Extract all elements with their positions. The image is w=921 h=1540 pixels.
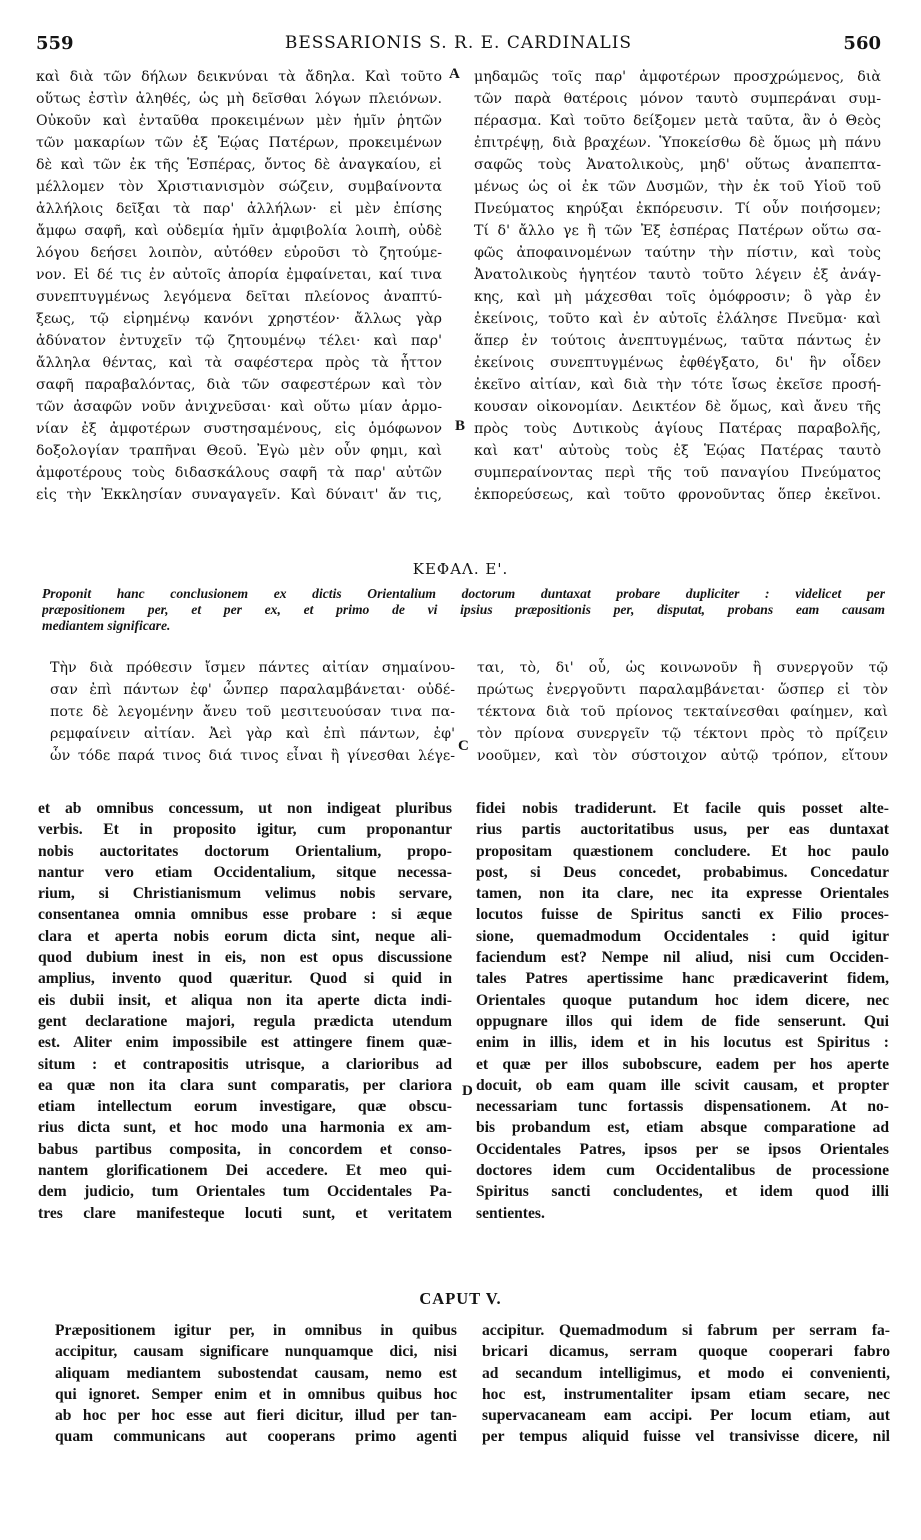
chapter-summary: [42, 586, 885, 634]
text-line: docuit, ob eam quam ille scivit causam, et propter: [476, 1076, 889, 1094]
text-line: φῶς ἀποφαινομένων ταύτην τὴν πίστιν, καὶ τοὺς: [474, 245, 881, 261]
greek-top-left-column: [36, 66, 442, 506]
text-line: ἀμφοτέρους τοὺς διδασκάλους σαφῆ τὰ παρ' αὐτῶν: [36, 465, 442, 481]
margin-letter-c: C: [458, 738, 469, 754]
text-line: bricari dicamus, serram quoque cooperari fabro: [482, 1343, 890, 1361]
text-line: locutos fuisse de Spiritus sancti ex Filio proces-: [476, 906, 889, 924]
text-line: σαφῆ παραβαλόντας, διὰ τῶν σαφεστέρων καὶ τὸν: [36, 377, 442, 393]
text-line: post, si Deus concedet, probabimus. Concedatur: [476, 863, 889, 881]
text-line: δὲ καὶ τῶν ἐκ τῆς Ἑσπέρας, ὄντος δὲ ἀναγκαίου, εἰ: [36, 157, 442, 173]
text-line: accipitur. Quemadmodum si fabrum per serram fa-: [482, 1322, 890, 1339]
text-line: καὶ κατ' αὐτοὺς τοὺς ἐξ Ἑῴας Πατέρας ταυτὸ: [474, 443, 881, 459]
text-line: tamen, non ita clare, nec ita expresse Orientales: [476, 885, 889, 903]
text-line: ἐκπορεύσεως, καὶ τοῦτο φρονοῦντας ὅπερ ἐκεῖνοι.: [474, 487, 881, 503]
text-line: doctores idem cum Occidentalibus de processione: [476, 1162, 889, 1180]
text-line: νίαν ἐξ ἀμφοτέρων συστησαμένους, εἰς ὁμόφωνον: [36, 421, 442, 437]
text-line: hoc est, instrumentaliter ipsam etiam secare, nec: [482, 1385, 890, 1403]
text-line: propositam quæstionem concludere. Et hoc paulo: [476, 842, 889, 860]
text-line: tales Patres apertissime hanc prædicaverint fidem,: [476, 970, 889, 988]
text-line: aliquam mediantem subostendat causam, nemo est: [55, 1364, 457, 1382]
text-line: δοξολογίαν τραπῆναι Θεοῦ. Ἐγὼ μὲν οὖν φημι, καὶ: [36, 443, 442, 459]
kephalaion-heading: ΚΕΦΑΛ. Ε'.: [412, 560, 509, 578]
text-line: gent declaratione majori, regula prædicta utendum: [38, 1012, 452, 1030]
text-line: quam communicans aut cooperans primo agenti: [55, 1428, 457, 1446]
text-line: μηδαμῶς τοῖς παρ' ἀμφοτέρων προσχρώμενος, διὰ: [474, 69, 881, 85]
text-line: per tempus aliquid fuisse vel transivisse dicere, nil: [482, 1428, 890, 1446]
summary-line: Proponit hanc conclusionem ex dictis Orientalium doctorum duntaxat probare dupliciter : videlicet per: [42, 586, 885, 601]
text-line: Τὴν διὰ πρόθεσιν ἴσμεν πάντες αἰτίαν σημαίνου-: [50, 660, 455, 676]
text-line: Occidentales Patres, ipsos per se ipsos Orientales: [476, 1140, 889, 1158]
text-line: ρεμφαίνειν αἰτίαν. Ἀεὶ γὰρ καὶ ἐπὶ πάντων, ἐφ': [50, 726, 455, 742]
text-line: Spiritus sancti concludentes, et idem quod illi: [476, 1183, 889, 1201]
text-line: ἄλληλα θέντας, καὶ τὰ σαφέστερα πρὸς τὰ ἧττον: [36, 355, 442, 371]
latin-mid-right-column: [476, 798, 889, 1224]
text-line: bis probandum est, etiam absque comparatione ad: [476, 1119, 889, 1137]
summary-line: mediantem significare.: [42, 618, 171, 633]
summary-line: præpositionem per, et per ex, et primo de vi ipsius præpositionis per, disputat, probans eam causam: [42, 602, 885, 617]
margin-letter-d: D: [462, 1083, 473, 1099]
text-line: τῶν ἀσαφῶν νοῦν ἀνιχνεῦσαι· καὶ οὕτω μίαν ἁρμο-: [36, 399, 442, 415]
text-line: ἐκείνοις, τοῦτο καὶ ἐν αὐτοῖς ἐλάλησε Πνεῦμα· καὶ: [474, 311, 881, 327]
text-line: babus partibus composita, in concordem et conso-: [38, 1140, 452, 1158]
text-line: συνεπτυγμένως λεγόμενα δεῖται πλείονος ἀναπτύ-: [36, 289, 442, 305]
page-number-right: 560: [843, 33, 881, 54]
page-number-left: 559: [36, 33, 74, 54]
text-line: οὕτως ἐστὶν ἀληθές, ὡς μὴ δεῖσθαι λόγων πλειόνων.: [36, 91, 442, 107]
text-line: clara et aperta nobis eorum dicta sint, neque ali-: [38, 927, 452, 945]
margin-letter-b: B: [455, 418, 466, 434]
text-line: τῶν παρὰ θατέροις μόνον ταυτὸ συμπεράναι συμ-: [474, 91, 881, 107]
running-title: BESSARIONIS S. R. E. CARDINALIS: [284, 33, 633, 53]
text-line: fidei nobis tradiderunt. Et facile quis posset alte-: [476, 800, 889, 817]
text-line: τῶν μακαρίων τῶν ἐξ Ἑῴας Πατέρων, προκειμένων: [36, 135, 442, 151]
text-line: nobis auctoritates doctorum Orientalium, propo-: [38, 842, 452, 860]
text-line: κης, καὶ μὴ μάχεσθαι τοῖς ὁμόφροσιν; ὃ γὰρ ἐν: [474, 289, 881, 305]
text-line: Πνεύματος κηρύξαι ἐκπόρευσιν. Τί οὖν ποιήσομεν;: [474, 201, 881, 217]
text-line: σαφῶς τοὺς Ἀνατολικοὺς, μηδ' οὕτως ἀναπεπτα-: [474, 157, 881, 173]
text-line: τὸν πρίονα συνεργεῖν τῷ τέκτονι πρὸς τὸ πρίζειν: [477, 726, 888, 742]
text-line: et ab omnibus concessum, ut non indigeat pluribus: [38, 800, 452, 817]
text-line: Τί δ' ἄλλο γε ἢ τῶν Ἐξ ἑσπέρας Πατέρων οὕτω σα-: [474, 223, 881, 239]
caput-heading: CAPUT V.: [419, 1289, 502, 1308]
text-line: ἐκείνοις συνεπτυγμένως ἐφθέγξατο, δι' ἣν οἶδεν: [474, 355, 881, 371]
text-line: sione, quemadmodum Occidentales : quid igitur: [476, 927, 889, 945]
text-line: ἀδύνατον ἐντυχεῖν τῷ ζητουμένῳ τέλει· καὶ παρ': [36, 333, 442, 349]
text-line: λόγου δεήσει λοιπὸν, αὐτόθεν εὑροῦσι τὸ ζητούμε-: [36, 245, 442, 261]
text-line: ται, τὸ, δι' οὗ, ὡς κοινωνοῦν ἢ συνεργοῦν τῷ: [477, 660, 888, 676]
text-line: rium, si Christianismum velimus nobis servare,: [38, 885, 452, 903]
text-line: verbis. Et in proposito igitur, cum proponantur: [38, 821, 452, 839]
text-line: consentanea omnia omnibus esse probare : si æque: [38, 906, 452, 924]
latin-bottom-right-column: [482, 1320, 890, 1448]
latin-mid-left-column: [38, 798, 452, 1224]
greek-top-right-column: [474, 66, 881, 506]
text-line: τέκτονα διὰ τοῦ πρίονος τεκταίνεσθαι φαίημεν, καὶ: [477, 704, 888, 720]
text-line: nantem glorificationem Dei accedere. Et meo qui-: [38, 1162, 452, 1180]
latin-bottom-left-column: [55, 1320, 457, 1448]
text-line: accipitur, causam significare nunquamque dici, nisi: [55, 1343, 457, 1361]
text-line: sentientes.: [476, 1204, 545, 1222]
text-line: Orientales quoque putandum hoc idem dicere, nec: [476, 991, 889, 1009]
text-line: ἄμφω σαφῆ, καὶ οὐδεμία ἡμῖν ἀμφιβολία λοιπὴ, οὐδὲ: [36, 223, 442, 239]
text-line: dem judicio, tum Orientales tum Occidentales Pa-: [38, 1183, 452, 1201]
text-line: qui ignoret. Semper enim et in omnibus quibus hoc: [55, 1385, 457, 1403]
greek-mid-right-column: [477, 657, 888, 767]
text-line: amplius, invento quod quæritur. Quod si quid in: [38, 970, 452, 988]
greek-mid-left-column: [50, 657, 455, 767]
text-line: ad secandum intelligimus, et modo ei convenienti,: [482, 1364, 890, 1382]
text-line: ea quæ non ita clara sunt comparatis, per clariora: [38, 1076, 452, 1094]
text-line: necessariam tunc fortassis dispensationem. At no-: [476, 1098, 889, 1116]
text-line: πρώτως ἐνεργοῦντι παραλαμβάνεται· ὥσπερ εἰ τὸν: [477, 682, 888, 698]
text-line: μένως ὡς οἱ ἐκ τῶν Δυσμῶν, τὴν ἐκ τοῦ Υἱοῦ τοῦ: [474, 179, 881, 195]
text-line: supervacaneam eam accipi. Per locum etiam, aut: [482, 1407, 890, 1425]
text-line: ἐπιτρέψῃ, διὰ βραχέων. Ὑποκείσθω δὲ ὅμως μὴ πάνυ: [474, 135, 881, 151]
text-line: situm : et contrapositis utrisque, a clarioribus ad: [38, 1055, 452, 1073]
text-line: ξεως, τῷ εἰρημένῳ κανόνι χρηστέον· ἄλλως γὰρ: [36, 311, 442, 327]
text-line: oppugnare illos qui idem de fide senserunt. Qui: [476, 1012, 889, 1030]
text-line: etiam intellectum eorum investigare, quæ obscu-: [38, 1098, 452, 1116]
text-line: faciendum est? Nempe nil aliud, nisi cum Occiden-: [476, 949, 889, 967]
text-line: ἐκεῖνο αἰτίαν, καὶ διὰ τὴν τότε ἴσως ἐκεῖσε προσή-: [474, 377, 881, 393]
text-line: eis dubii insit, et aliqua non ita aperte dicta indi-: [38, 991, 452, 1009]
text-line: quod dubium inest in eis, non est opus discussione: [38, 949, 452, 967]
text-line: μέλλομεν τὸν Χριστιανισμὸν σώζειν, συμβαίνοντα: [36, 179, 442, 195]
text-line: συμπεραίνοντας περὶ τῆς τοῦ παναγίου Πνεύματος: [474, 465, 881, 481]
text-line: καὶ διὰ τῶν δήλων δεικνύναι τὰ ἄδηλα. Καὶ τοῦτο: [36, 69, 442, 85]
text-line: ποτε δὲ λεγομένην ἄνευ τοῦ μεσιτευούσαν τινα πα-: [50, 704, 455, 720]
text-line: εἰς τὴν Ἐκκλησίαν συναγαγεῖν. Καὶ δύναιτ' ἄν τις,: [36, 487, 442, 503]
text-line: rius dicta sunt, et hoc modo una harmonia ex am-: [38, 1119, 452, 1137]
text-line: κουσαν οἰκονομίαν. Δεικτέον δὲ ὅμως, καὶ ἄνευ τῆς: [474, 399, 881, 415]
text-line: Præpositionem igitur per, in omnibus in quibus: [55, 1322, 457, 1339]
text-line: rius partis auctoritatibus usus, per eas duntaxat: [476, 821, 889, 839]
text-line: ab hoc per hoc esse aut fieri dicitur, illud per tan-: [55, 1407, 457, 1425]
text-line: νον. Εἰ δέ τις ἐν αὐτοῖς ἀπορία ἐμφαίνεται, καί τινα: [36, 267, 442, 283]
text-line: est. Aliter enim impossibile est attingere finem quæ-: [38, 1034, 452, 1052]
text-line: tres clare manifesteque locuti sunt, et veritatem: [38, 1204, 452, 1222]
text-line: Ἀνατολικοὺς ἡγητέον ταυτὸ τοῦτο λέγειν ἐξ ἀνάγ-: [474, 267, 881, 283]
text-line: Οὐκοῦν καὶ ἐνταῦθα προκειμένων μὲν ἡμῖν ῥητῶν: [36, 113, 442, 129]
margin-letter-a: A: [449, 66, 460, 82]
text-line: ἅπερ ἐν τούτοις ἀνεπτυγμένως, ταῦτα πάντως ἐν: [474, 333, 881, 349]
text-line: σαν ἐπὶ πάντων ἐφ' ὧνπερ παραλαμβάνεται· οὐδέ-: [50, 682, 455, 698]
text-line: enim in illis, idem et in his locutus est Spiritus :: [476, 1034, 889, 1052]
text-line: nantur vero etiam Occidentalium, sitque necessa-: [38, 863, 452, 881]
text-line: et quæ per illos subobscure, eadem per hos aperte: [476, 1055, 889, 1073]
text-line: ἀλλήλοις δεῖξαι τὰ παρ' ἀλλήλων· εἰ μὲν ἐπίσης: [36, 201, 442, 217]
text-line: ὧν τόδε παρά τινος διά τινος εἶναι ἢ γίνεσθαι λέγε-: [50, 748, 455, 764]
text-line: πέρασμα. Καὶ τοῦτο δείξομεν μετὰ ταῦτα, ἂν ὁ Θεὸς: [474, 113, 881, 129]
running-header: [36, 33, 881, 57]
text-line: πρὸς τοὺς Δυτικοὺς ἁγίους Πατέρας παραβολῆς,: [474, 421, 881, 437]
text-line: νοοῦμεν, καὶ τὸν σύστοιχον αὐτῷ τρόπον, εἴτουν: [477, 748, 888, 764]
